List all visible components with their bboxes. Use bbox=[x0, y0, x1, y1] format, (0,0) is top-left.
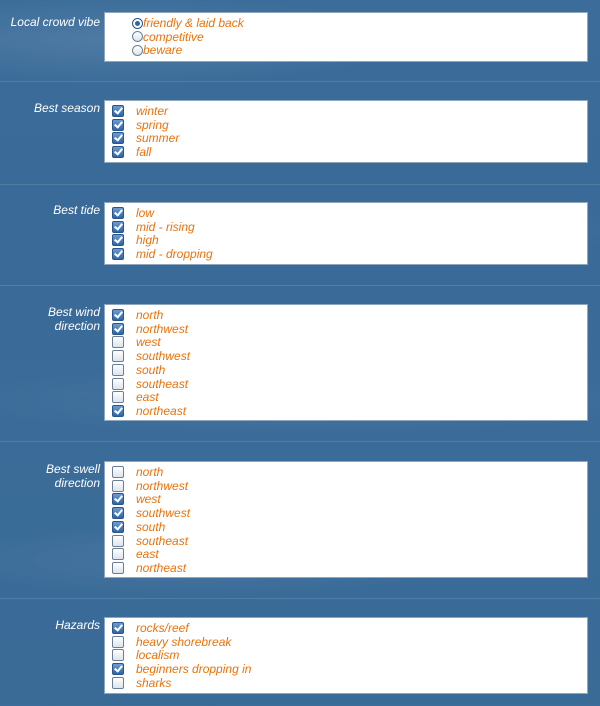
option-north[interactable] bbox=[112, 465, 163, 479]
option-east[interactable] bbox=[112, 390, 159, 404]
option-label: southwest bbox=[136, 506, 191, 521]
option-label: low bbox=[136, 206, 155, 220]
option-northeast[interactable] bbox=[112, 404, 186, 418]
option-label: northwest bbox=[136, 321, 189, 336]
radio-button-unchecked[interactable] bbox=[132, 31, 143, 42]
field-label: Hazards bbox=[55, 618, 100, 632]
checkbox-unchecked[interactable] bbox=[112, 364, 124, 376]
option-label: east bbox=[136, 547, 159, 562]
checkbox-checked[interactable] bbox=[112, 207, 124, 219]
option-label: winter bbox=[136, 104, 169, 118]
option-label: north bbox=[136, 465, 164, 479]
option-label: mid - rising bbox=[136, 219, 195, 234]
option-winter[interactable] bbox=[112, 104, 168, 118]
option-label: rocks/reef bbox=[136, 621, 189, 635]
option-heavy-shorebreak[interactable] bbox=[112, 635, 231, 649]
field-label: Local crowd vibe bbox=[10, 15, 100, 29]
option-beginners-dropping-in[interactable] bbox=[112, 662, 251, 676]
field-label-line: Best wind bbox=[47, 305, 100, 319]
section-local-crowd-vibe bbox=[0, 0, 600, 81]
checkbox-checked[interactable] bbox=[112, 119, 124, 131]
option-localism[interactable] bbox=[112, 648, 179, 662]
option-label: northeast bbox=[136, 403, 187, 418]
checkbox-checked[interactable] bbox=[112, 146, 124, 158]
option-mid-rising[interactable] bbox=[112, 220, 195, 234]
option-low[interactable] bbox=[112, 206, 154, 220]
section-best-swell-direction bbox=[0, 441, 600, 599]
field-label-line: direction bbox=[54, 476, 100, 490]
option-label: mid - dropping bbox=[136, 247, 213, 262]
field-label bbox=[0, 462, 100, 490]
option-beware[interactable] bbox=[132, 43, 182, 57]
option-east[interactable] bbox=[112, 547, 159, 561]
field-label: Best tide bbox=[53, 203, 100, 217]
option-label: southeast bbox=[136, 376, 189, 391]
checkbox-unchecked[interactable] bbox=[112, 677, 124, 689]
option-label: west bbox=[136, 335, 161, 350]
checkbox-unchecked[interactable] bbox=[112, 548, 124, 560]
checkbox-checked[interactable] bbox=[112, 234, 124, 246]
radio-button-checked[interactable] bbox=[132, 18, 143, 29]
option-northeast[interactable] bbox=[112, 561, 186, 575]
option-label: high bbox=[136, 233, 159, 248]
checkbox-checked[interactable] bbox=[112, 663, 124, 675]
checkbox-group bbox=[104, 202, 588, 265]
option-label: summer bbox=[136, 131, 180, 146]
option-rocks-reef[interactable] bbox=[112, 621, 189, 635]
option-north[interactable] bbox=[112, 308, 163, 322]
option-label: east bbox=[136, 390, 159, 405]
option-spring[interactable] bbox=[112, 118, 169, 132]
option-west[interactable] bbox=[112, 335, 161, 349]
checkbox-unchecked[interactable] bbox=[112, 378, 124, 390]
option-south[interactable] bbox=[112, 363, 165, 377]
option-label: north bbox=[136, 308, 164, 322]
checkbox-unchecked[interactable] bbox=[112, 649, 124, 661]
checkbox-unchecked[interactable] bbox=[112, 350, 124, 362]
checkbox-checked[interactable] bbox=[112, 132, 124, 144]
option-label: south bbox=[136, 362, 166, 377]
option-label: west bbox=[136, 492, 161, 507]
checkbox-unchecked[interactable] bbox=[112, 391, 124, 403]
option-southwest[interactable] bbox=[112, 506, 190, 520]
radio-button-unchecked[interactable] bbox=[132, 45, 143, 56]
option-label: beware bbox=[143, 43, 183, 58]
option-label: heavy shorebreak bbox=[136, 634, 232, 649]
option-label: competitive bbox=[143, 29, 204, 44]
checkbox-unchecked[interactable] bbox=[112, 466, 124, 478]
checkbox-unchecked[interactable] bbox=[112, 636, 124, 648]
option-south[interactable] bbox=[112, 520, 165, 534]
option-friendly-laid-back[interactable] bbox=[132, 16, 244, 30]
option-mid-dropping[interactable] bbox=[112, 247, 213, 261]
option-label: northeast bbox=[136, 560, 187, 575]
checkbox-checked[interactable] bbox=[112, 405, 124, 417]
field-label-line: Best swell bbox=[45, 462, 100, 476]
option-label: friendly & laid back bbox=[143, 16, 244, 30]
option-label: spring bbox=[136, 117, 169, 132]
checkbox-group bbox=[104, 304, 588, 421]
checkbox-checked[interactable] bbox=[112, 521, 124, 533]
option-label: southeast bbox=[136, 533, 189, 548]
checkbox-unchecked[interactable] bbox=[112, 562, 124, 574]
checkbox-unchecked[interactable] bbox=[112, 480, 124, 492]
option-label: northwest bbox=[136, 478, 189, 493]
option-label: sharks bbox=[136, 675, 172, 690]
checkbox-checked[interactable] bbox=[112, 105, 124, 117]
section-best-season bbox=[0, 81, 600, 185]
option-label: fall bbox=[136, 145, 152, 160]
section-best-tide bbox=[0, 184, 600, 286]
option-northwest[interactable] bbox=[112, 479, 188, 493]
option-west[interactable] bbox=[112, 492, 161, 506]
option-competitive[interactable] bbox=[132, 30, 204, 44]
option-label: localism bbox=[136, 648, 180, 663]
option-label: south bbox=[136, 519, 166, 534]
checkbox-unchecked[interactable] bbox=[112, 336, 124, 348]
field-label bbox=[0, 305, 100, 333]
option-high[interactable] bbox=[112, 233, 159, 247]
checkbox-checked[interactable] bbox=[112, 493, 124, 505]
option-label: beginners dropping in bbox=[136, 662, 252, 677]
checkbox-group bbox=[104, 617, 588, 694]
checkbox-group bbox=[104, 100, 588, 163]
option-northwest[interactable] bbox=[112, 322, 188, 336]
option-sharks[interactable] bbox=[112, 676, 171, 690]
field-label-line: direction bbox=[54, 319, 100, 333]
option-fall[interactable] bbox=[112, 145, 151, 159]
section-best-wind-direction bbox=[0, 285, 600, 442]
section-hazards bbox=[0, 598, 600, 706]
checkbox-group bbox=[104, 461, 588, 578]
option-southeast[interactable] bbox=[112, 377, 188, 391]
radio-group bbox=[104, 12, 588, 62]
checkbox-checked[interactable] bbox=[112, 507, 124, 519]
option-southwest[interactable] bbox=[112, 349, 190, 363]
checkbox-unchecked[interactable] bbox=[112, 535, 124, 547]
checkbox-checked[interactable] bbox=[112, 248, 124, 260]
option-summer[interactable] bbox=[112, 131, 179, 145]
checkbox-checked[interactable] bbox=[112, 622, 124, 634]
option-southeast[interactable] bbox=[112, 534, 188, 548]
checkbox-checked[interactable] bbox=[112, 309, 124, 321]
field-label: Best season bbox=[33, 101, 100, 115]
option-label: southwest bbox=[136, 349, 191, 364]
checkbox-checked[interactable] bbox=[112, 221, 124, 233]
checkbox-checked[interactable] bbox=[112, 323, 124, 335]
